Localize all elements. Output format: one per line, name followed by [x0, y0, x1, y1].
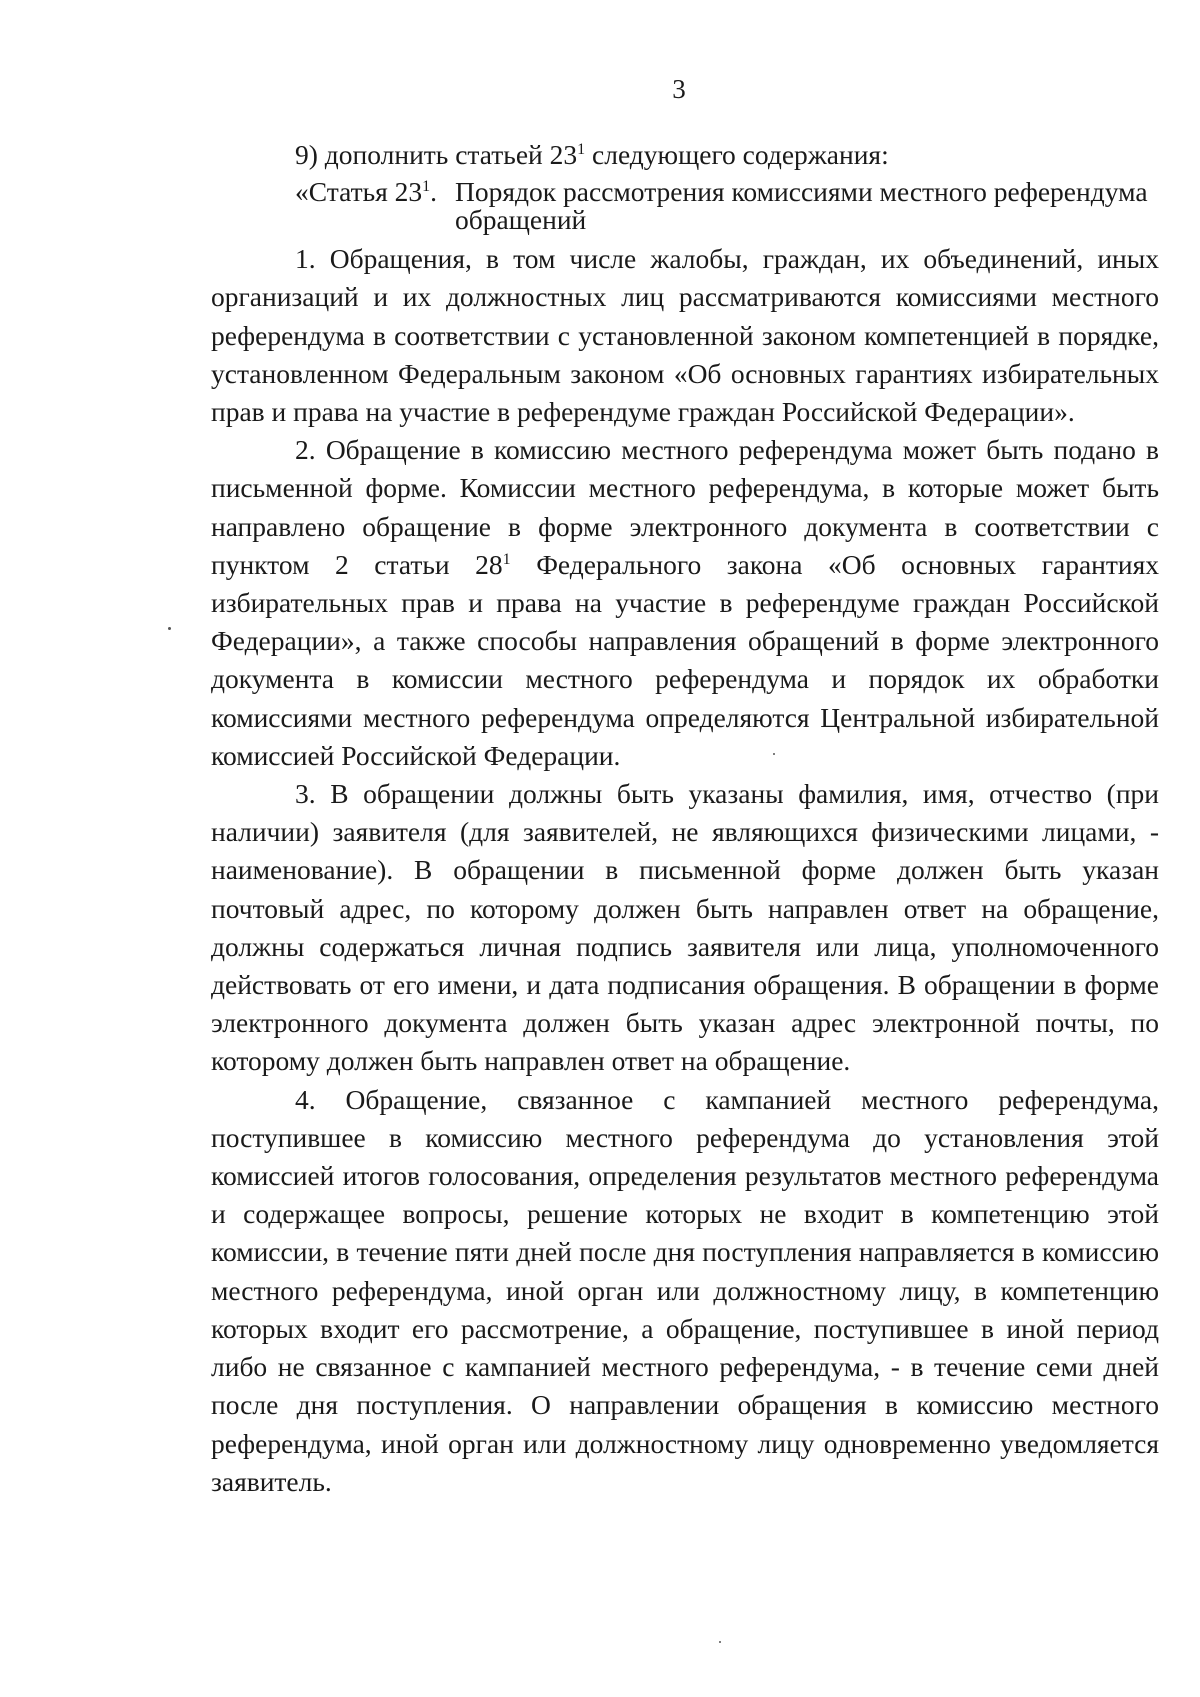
scan-speck	[168, 627, 171, 630]
article-label-superscript: 1	[422, 178, 431, 196]
intro-text-end: следующего содержания:	[585, 139, 889, 170]
paragraph-3: 3. В обращении должны быть указаны фамилия, имя, отчество (при наличии) заявителя (для заявителей, не являющихся физическими лицами, - наименование). В обращении в письменной форме должен быть указан почтовый адрес, по которому должен быть направлен ответ на обращение, должны содержаться личная подпись заявителя или лица, уполномоченного действовать от его имени, и дата подписания обращения. В обращении в форме электронного документа должен быть указан адрес электронной почты, по которому должен быть направлен ответ на обращение.	[211, 778, 1159, 1077]
amendment-intro	[295, 136, 1159, 174]
article-title: Порядок рассмотрения комиссиями местного референдума обращений	[455, 176, 1148, 236]
paragraph-1: 1. Обращения, в том числе жалобы, граждан, их объединений, иных организаций и их должностных лиц рассматриваются комиссиями местного референдума в соответствии с установленной законом компетенцией в порядке, установленном Федеральным законом «Об основных гарантиях избирательных прав и права на участие в референдуме граждан Российской Федерации».	[211, 243, 1159, 428]
article-heading	[295, 178, 1159, 234]
scan-speck	[773, 753, 775, 755]
article-label-end: .	[430, 176, 438, 208]
intro-superscript: 1	[577, 140, 586, 158]
paragraph-2-text: 2. Обращение в комиссию местного референдума может быть подано в письменной форме. Комиссии местного референдума, в которые может быть направлено обращение в форме электронного документа в соответствии с пунктом 2 статьи 28	[211, 434, 1159, 580]
document-body	[211, 136, 1159, 1501]
paragraph-2-superscript: 1	[502, 550, 511, 568]
article-label	[295, 178, 455, 234]
paragraph-4: 4. Обращение, связанное с кампанией местного референдума, поступившее в комиссию местного референдума до установления этой комиссией итогов голосования, определения результатов местного референдума и содержащее вопросы, решение которых не входит в компетенцию этой комиссии, в течение пяти дней после дня поступления направляется в комиссию местного референдума, иной орган или должностному лицу, в компетенцию которых входит его рассмотрение, а обращение, поступившее в иной период либо не связанное с кампанией местного референдума, - в течение семи дней после дня поступления. О направлении обращения в комиссию местного референдума, иной орган или должностному лицу одновременно уведомляется заявитель.	[211, 1083, 1159, 1497]
paragraph-2	[211, 431, 1159, 775]
scan-speck	[719, 1641, 721, 1643]
article-label-text: «Статья 23	[295, 176, 423, 208]
intro-text: 9) дополнить статьей 23	[295, 139, 578, 170]
page-number: 3	[672, 74, 686, 104]
paragraph-2-text-end: Федерального закона «Об основных гарантиях избирательных прав и права на участие в референдуме граждан Российской Федерации», а также способы направления обращений в форме электронного документа в комиссии местного референдума и порядок их обработки комиссиями местного референдума определяются Центральной избирательной комиссией Российской Федерации.	[211, 548, 1159, 771]
